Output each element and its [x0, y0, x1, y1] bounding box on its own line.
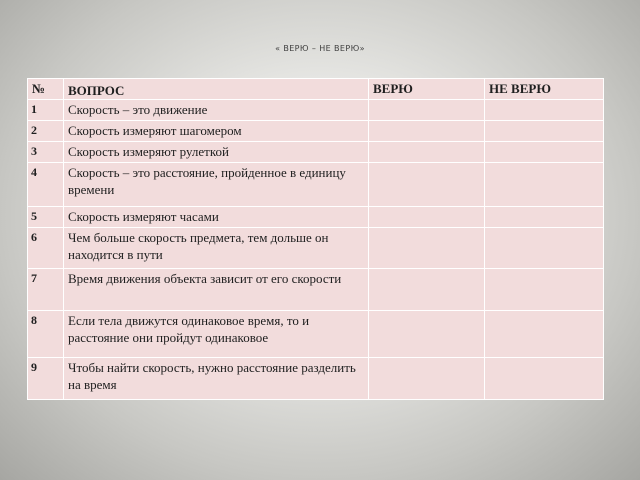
not-believe-cell[interactable] [485, 207, 604, 228]
table-row [28, 163, 604, 207]
row-num: 6 [28, 228, 64, 269]
row-num: 7 [28, 269, 64, 311]
table-row [28, 228, 604, 269]
header-row [28, 79, 604, 100]
row-num: 2 [28, 121, 64, 142]
table-row [28, 207, 604, 228]
question-cell: Время движения объекта зависит от его скорости [64, 269, 369, 311]
table-row [28, 269, 604, 311]
row-num: 3 [28, 142, 64, 163]
table-row [28, 100, 604, 121]
question-cell: Скорость измеряют шагомером [64, 121, 369, 142]
row-num: 5 [28, 207, 64, 228]
header-believe: ВЕРЮ [369, 79, 485, 100]
row-num: 4 [28, 163, 64, 207]
believe-cell[interactable] [369, 163, 485, 207]
believe-cell[interactable] [369, 358, 485, 400]
believe-cell[interactable] [369, 121, 485, 142]
row-num: 8 [28, 311, 64, 358]
not-believe-cell[interactable] [485, 269, 604, 311]
believe-cell[interactable] [369, 142, 485, 163]
row-num: 1 [28, 100, 64, 121]
not-believe-cell[interactable] [485, 163, 604, 207]
question-cell: Скорость измеряют часами [64, 207, 369, 228]
question-cell: Скорость – это движение [64, 100, 369, 121]
header-question: ВОПРОС [64, 79, 369, 100]
not-believe-cell[interactable] [485, 311, 604, 358]
question-cell: Скорость измеряют рулеткой [64, 142, 369, 163]
table-row [28, 121, 604, 142]
table-row [28, 142, 604, 163]
believe-cell[interactable] [369, 228, 485, 269]
header-not-believe: НЕ ВЕРЮ [485, 79, 604, 100]
not-believe-cell[interactable] [485, 228, 604, 269]
not-believe-cell[interactable] [485, 358, 604, 400]
believe-cell[interactable] [369, 269, 485, 311]
not-believe-cell[interactable] [485, 121, 604, 142]
row-num: 9 [28, 358, 64, 400]
question-cell: Если тела движутся одинаковое время, то и расстояние они пройдут одинаковое [64, 311, 369, 358]
slide-title: « ВЕРЮ – НЕ ВЕРЮ» [275, 44, 365, 53]
question-cell: Чем больше скорость предмета, тем дольше он находится в пути [64, 228, 369, 269]
not-believe-cell[interactable] [485, 100, 604, 121]
question-cell: Чтобы найти скорость, нужно расстояние разделить на время [64, 358, 369, 400]
table-row [28, 311, 604, 358]
question-cell: Скорость – это расстояние, пройденное в единицу времени [64, 163, 369, 207]
not-believe-cell[interactable] [485, 142, 604, 163]
believe-cell[interactable] [369, 100, 485, 121]
believe-cell[interactable] [369, 311, 485, 358]
header-num: № [28, 79, 64, 100]
table-row [28, 358, 604, 400]
believe-table [27, 78, 604, 400]
believe-cell[interactable] [369, 207, 485, 228]
